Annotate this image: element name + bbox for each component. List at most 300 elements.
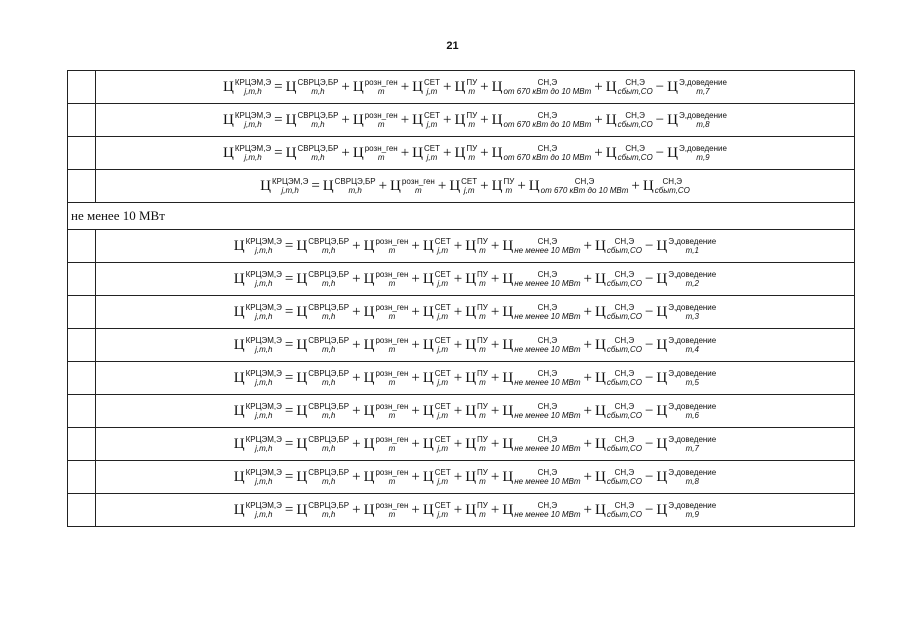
subscript: m [388,411,396,421]
page-number: 21 [446,40,459,52]
formula-row [68,296,855,329]
script-stack [235,79,271,96]
term-sn [492,79,592,95]
operator: + [594,111,603,128]
superscript: СН,Э [537,78,558,88]
operator: = [284,270,294,287]
subscript: m,2 [685,279,699,289]
script-stack [246,502,282,519]
subscript: m [479,510,486,520]
left-column-cell [68,170,96,203]
term-svrce [296,502,349,518]
script-stack [668,436,716,453]
script-stack [514,271,580,288]
superscript: СН,Э [574,177,595,187]
script-stack [618,145,653,162]
subscript: сбыт,СО [617,120,653,130]
operator: − [644,237,654,254]
superscript: СН,Э [537,468,558,478]
subscript: m,7 [696,87,710,97]
formula-row [68,395,855,428]
formula-symbol: Ц [285,144,297,161]
subscript: сбыт,СО [654,186,690,196]
operator: + [490,270,500,287]
script-stack [477,436,488,453]
script-stack [424,79,440,96]
subscript: от 670 кВт до 10 МВт [503,153,592,163]
subscript: m [468,153,476,163]
formula-symbol: Ц [285,78,297,95]
formula-symbol: Ц [502,270,514,287]
formula-symbol: Ц [233,237,245,254]
superscript: Э,доведение [668,435,717,445]
subscript: j,m [437,345,449,355]
superscript: КРЦЭМ,Э [245,303,282,313]
operator: + [378,177,388,194]
term-dovedenie [656,403,716,419]
operator: + [453,237,463,254]
superscript: розн_ген [375,435,409,445]
left-column-cell [68,329,96,362]
term-set [423,469,451,485]
operator: = [284,369,294,386]
superscript: розн_ген [375,237,409,247]
subscript: m [468,87,476,97]
superscript: СВРЦЭ,БР [308,336,350,346]
formula-row [68,170,855,203]
subscript: j,m,h [255,345,273,355]
formula-symbol: Ц [656,237,668,254]
formula-symbol: Ц [595,468,606,485]
subscript: m,h [322,444,336,454]
formula-symbol: Ц [352,78,364,95]
superscript: КРЦЭМ,Э [245,402,282,412]
script-stack [297,145,338,162]
script-stack [435,238,451,255]
subscript: m,8 [696,120,710,130]
term-sn [502,436,580,452]
subscript: сбыт,СО [606,510,642,520]
subscript: сбыт,СО [606,246,642,256]
script-stack [308,271,349,288]
script-stack [335,178,376,195]
subscript: j,m [437,477,449,487]
operator: + [583,369,592,386]
term-sbyt [595,403,642,419]
term-set [412,145,440,161]
subscript: j,m [426,153,438,163]
term-rozn-gen [364,337,409,353]
term-sn [529,178,629,194]
operator: + [352,270,361,287]
term-pu [454,145,477,161]
operator: + [453,303,463,320]
term-sbyt [595,370,642,386]
operator: + [352,501,361,518]
formula-symbol: Ц [233,270,245,287]
formula-symbol: Ц [296,336,308,353]
subscript: m,9 [696,153,710,163]
operator: + [411,468,420,485]
subscript: j,m,h [255,477,273,487]
operator: + [490,501,500,518]
subscript: m [388,378,396,388]
superscript: СН,Э [614,435,635,445]
term-dovedenie [667,145,727,161]
script-stack [541,178,629,195]
formula-table [67,70,855,527]
formula-cell [96,494,855,527]
script-stack [514,304,580,321]
subscript: сбыт,СО [606,345,642,355]
formula-symbol: Ц [605,111,617,128]
script-stack [679,112,727,129]
formula-symbol: Ц [605,78,617,95]
formula-row [68,428,855,461]
subscript: сбыт,СО [606,477,642,487]
formula-symbol: Ц [233,303,245,320]
superscript: Э,доведение [668,237,717,247]
formula-symbol: Ц [502,336,514,353]
superscript: ПУ [477,369,488,379]
formula-cell [96,137,855,170]
term-set [423,436,451,452]
superscript: ПУ [466,111,478,121]
script-stack [246,337,282,354]
formula-cell [96,170,855,203]
lhs-term [234,403,282,419]
subscript: от 670 кВт до 10 МВт [503,87,592,97]
section-row [68,203,855,230]
term-rozn-gen [364,370,409,386]
superscript: СН,Э [625,111,645,121]
operator: + [453,336,463,353]
subscript: m,3 [685,312,699,322]
superscript: Э,доведение [678,144,727,154]
operator: + [490,237,500,254]
superscript: СВРЦЭ,БР [297,78,339,88]
subscript: j,m [437,279,449,289]
term-svrce [296,436,349,452]
formula-symbol: Ц [454,78,466,95]
superscript: СН,Э [662,177,683,187]
formula [234,403,716,420]
term-set [449,178,477,194]
operator: + [453,369,463,386]
left-column-cell [68,230,96,263]
formula-symbol: Ц [502,303,514,320]
subscript: j,m [426,87,438,97]
formula-symbol: Ц [352,111,364,128]
formula-symbol: Ц [595,435,606,452]
subscript: не менее 10 МВт [514,477,581,487]
formula-symbol: Ц [363,336,375,353]
term-pu [465,304,488,320]
formula-row [68,461,855,494]
script-stack [435,271,451,288]
formula-symbol: Ц [422,402,434,419]
operator: + [453,402,463,419]
formula-symbol: Ц [223,144,234,161]
superscript: СВРЦЭ,БР [308,435,350,445]
formula-symbol: Ц [296,369,308,386]
formula [223,112,727,129]
formula-row [68,137,855,170]
formula-symbol: Ц [422,336,434,353]
operator: − [655,144,665,161]
formula-symbol: Ц [233,501,245,518]
subscript: m,h [322,411,336,421]
operator: + [411,303,420,320]
formula-symbol: Ц [296,435,308,452]
superscript: ПУ [477,501,488,511]
operator: + [490,468,500,485]
formula-symbol: Ц [595,402,606,419]
script-stack [246,271,282,288]
superscript: КРЦЭМ,Э [234,78,272,88]
superscript: розн_ген [375,270,409,280]
operator: + [411,237,420,254]
subscript: m,h [322,477,336,487]
operator: + [583,468,592,485]
subscript: m,h [322,246,336,256]
formula-symbol: Ц [223,78,234,95]
term-svrce [296,469,349,485]
superscript: СЕТ [461,177,478,187]
formula-cell [96,362,855,395]
superscript: КРЦЭМ,Э [245,435,282,445]
formula-symbol: Ц [412,78,423,95]
subscript: j,m [437,510,449,520]
term-pu [465,403,488,419]
script-stack [246,403,282,420]
subscript: j,m [426,120,438,130]
superscript: КРЦЭМ,Э [245,369,282,379]
superscript: СЕТ [434,468,451,478]
formula-symbol: Ц [363,435,375,452]
script-stack [246,436,282,453]
subscript: m,h [322,378,336,388]
script-stack [435,436,451,453]
formula-symbol: Ц [422,237,434,254]
superscript: КРЦЭМ,Э [245,336,282,346]
term-set [423,337,451,353]
term-svrce [296,370,349,386]
left-column-cell [68,461,96,494]
subscript: m [388,510,396,520]
term-sn [502,238,580,254]
script-stack [365,112,398,129]
superscript: ПУ [477,303,488,313]
subscript: j,m,h [255,246,273,256]
formula-symbol: Ц [595,270,606,287]
script-stack [375,436,408,453]
operator: − [655,111,665,128]
term-sn [502,370,580,386]
operator: = [284,501,294,518]
formula-row [68,329,855,362]
subscript: сбыт,СО [606,312,642,322]
script-stack [668,271,716,288]
subscript: m [388,477,396,487]
script-stack [679,145,727,162]
subscript: m [377,153,385,163]
operator: + [583,237,592,254]
formula-symbol: Ц [667,78,678,95]
script-stack [503,112,591,129]
script-stack [424,145,440,162]
script-stack [235,145,271,162]
lhs-term [234,304,282,320]
operator: + [341,144,350,161]
formula-cell [96,104,855,137]
formula-symbol: Ц [422,270,434,287]
subscript: от 670 кВт до 10 МВт [540,186,629,196]
superscript: КРЦЭМ,Э [245,501,282,511]
operator: + [400,111,410,128]
superscript: розн_ген [364,111,398,121]
term-pu [465,436,488,452]
script-stack [435,502,451,519]
term-sn [502,271,580,287]
superscript: розн_ген [375,369,409,379]
superscript: СН,Э [614,369,635,379]
formula-cell [96,296,855,329]
formula-symbol: Ц [595,369,606,386]
superscript: СЕТ [434,270,451,280]
subscript: от 670 кВт до 10 МВт [503,120,592,130]
operator: + [400,78,410,95]
superscript: СН,Э [614,468,635,478]
script-stack [607,469,642,486]
operator: + [490,402,500,419]
script-stack [246,238,282,255]
subscript: j,m [463,186,475,196]
formula-symbol: Ц [296,501,308,518]
subscript: сбыт,СО [606,279,642,289]
left-column-cell [68,395,96,428]
script-stack [466,112,477,129]
operator: − [644,501,654,518]
formula-symbol: Ц [363,402,375,419]
formula-symbol: Ц [449,177,461,194]
script-stack [607,502,642,519]
term-sbyt [595,304,642,320]
lhs-term [260,178,308,194]
script-stack [435,337,451,354]
operator: − [644,303,654,320]
formula-cell [96,263,855,296]
operator: + [437,177,447,194]
formula-symbol: Ц [390,177,401,194]
term-set [423,370,451,386]
script-stack [477,337,488,354]
subscript: m [479,378,486,388]
term-dovedenie [667,79,727,95]
formula-symbol: Ц [363,468,375,485]
superscript: ПУ [477,435,488,445]
superscript: КРЦЭМ,Э [245,237,282,247]
operator: + [583,303,592,320]
script-stack [679,79,727,96]
superscript: Э,доведение [668,303,717,313]
lhs-term [234,502,282,518]
operator: + [411,435,420,452]
formula-cell [96,329,855,362]
script-stack [308,304,349,321]
formula-symbol: Ц [454,144,466,161]
term-sn [502,403,580,419]
operator: = [284,336,294,353]
term-pu [492,178,515,194]
formula-cell [96,461,855,494]
formula-symbol: Ц [412,111,423,128]
formula-symbol: Ц [285,111,297,128]
operator: + [594,144,603,161]
script-stack [308,502,349,519]
superscript: СЕТ [424,78,440,88]
formula-symbol: Ц [352,144,364,161]
operator: + [453,468,463,485]
superscript: СН,Э [614,402,635,412]
subscript: m [479,312,486,322]
subscript: m,h [322,510,336,520]
subscript: j,m [437,246,449,256]
script-stack [477,502,488,519]
subscript: j,m,h [255,279,273,289]
term-set [423,403,451,419]
operator: + [443,111,452,128]
subscript: сбыт,СО [606,444,642,454]
formula-cell [96,230,855,263]
formula-symbol: Ц [656,369,668,386]
formula-symbol: Ц [502,468,514,485]
script-stack [365,145,398,162]
formula [234,502,716,519]
term-svrce [296,271,349,287]
subscript: j,m,h [255,444,273,454]
formula-symbol: Ц [363,501,375,518]
subscript: m,1 [685,246,699,256]
formula-symbol: Ц [605,144,617,161]
operator: + [352,369,361,386]
subscript: j,m [437,312,449,322]
superscript: СН,Э [614,501,635,511]
operator: + [411,336,420,353]
operator: = [284,237,294,254]
lhs-term [223,145,271,161]
subscript: не менее 10 МВт [514,345,581,355]
operator: + [480,177,489,194]
term-rozn-gen [364,436,409,452]
script-stack [308,370,349,387]
term-sbyt [606,112,653,128]
formula-symbol: Ц [223,111,234,128]
script-stack [477,403,488,420]
superscript: Э,доведение [668,468,717,478]
term-dovedenie [656,337,716,353]
operator: + [480,111,489,128]
formula-symbol: Ц [491,111,503,128]
subscript: m,h [322,345,336,355]
formula-symbol: Ц [465,336,477,353]
term-sbyt [606,145,653,161]
subscript: m,h [311,87,325,97]
script-stack [477,238,488,255]
formula-symbol: Ц [595,501,606,518]
term-svrce [296,403,349,419]
script-stack [375,403,408,420]
